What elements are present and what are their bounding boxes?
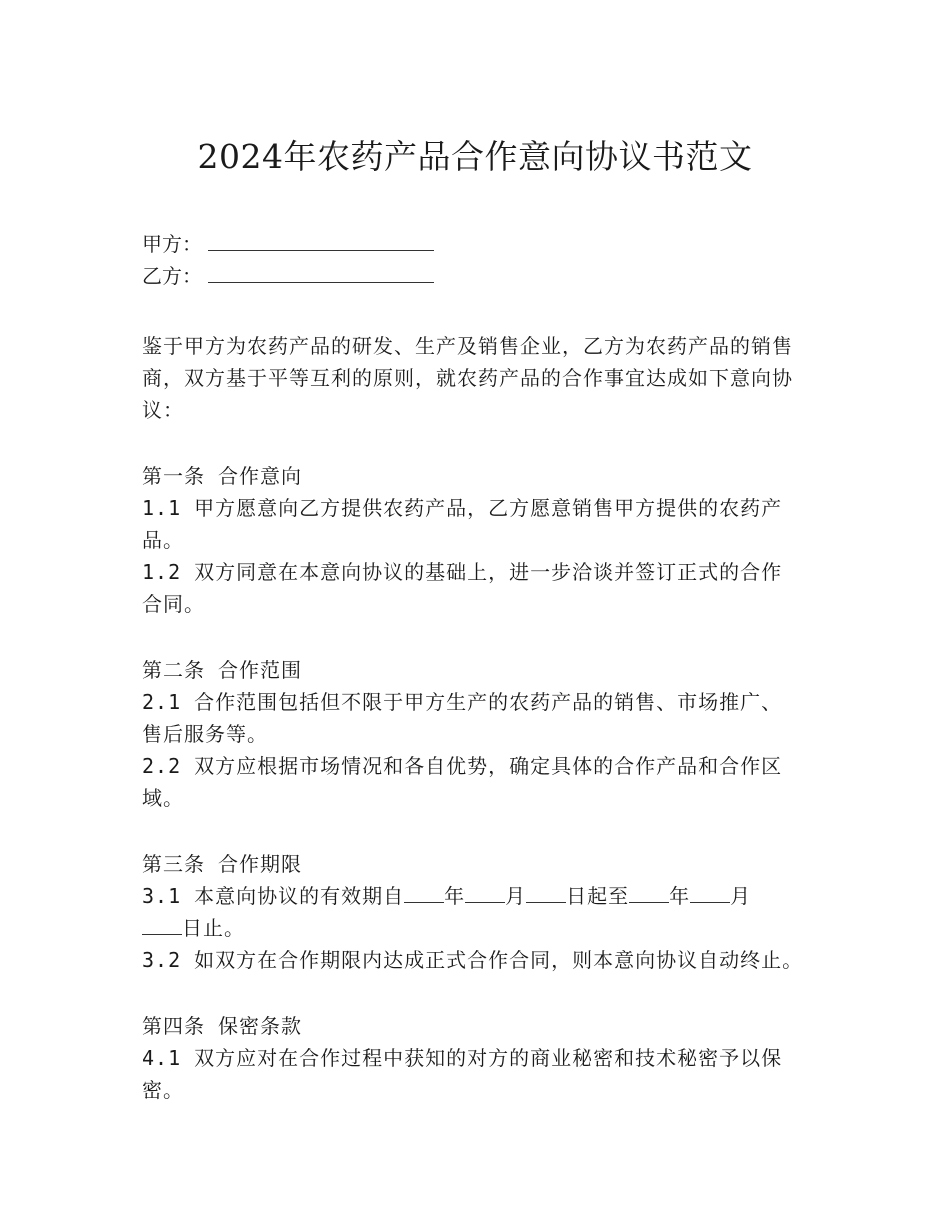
party-a-label: 甲方： — [142, 232, 202, 256]
section-3 — [142, 848, 822, 976]
section-heading: 第四条 保密条款 — [142, 1014, 303, 1038]
clause-3-2: 3.2 如双方在合作期限内达成正式合作合同，则本意向协议自动终止。 — [142, 948, 804, 972]
party-b-row — [142, 260, 822, 292]
clause-2-1: 2.1 合作范围包括但不限于甲方生产的农药产品的销售、市场推广、售后服务等。 — [142, 690, 783, 746]
clause-3-1 — [142, 880, 802, 944]
year-blank — [404, 882, 444, 903]
end-day-blank — [142, 914, 182, 935]
section-heading: 第三条 合作期限 — [142, 852, 303, 876]
end-year-label: 年 — [669, 884, 691, 908]
section-1 — [142, 460, 822, 620]
year-label: 年 — [444, 884, 466, 908]
end-year-blank — [629, 882, 669, 903]
end-month-blank — [690, 882, 730, 903]
clause-1-2: 1.2 双方同意在本意向协议的基础上，进一步洽谈并签订正式的合作合同。 — [142, 560, 783, 616]
end-month-label: 月 — [730, 884, 752, 908]
document-body — [142, 228, 822, 1106]
party-a-row — [142, 228, 822, 260]
day-blank — [526, 882, 566, 903]
document-title: 2024年农药产品合作意向协议书范文 — [197, 137, 753, 176]
party-b-blank-line — [208, 260, 434, 283]
clause-4-1: 4.1 双方应对在合作过程中获知的对方的商业秘密和技术秘密予以保密。 — [142, 1046, 783, 1102]
month-label: 月 — [505, 884, 527, 908]
party-b-label: 乙方： — [142, 264, 202, 288]
section-heading: 第一条 合作意向 — [142, 464, 303, 488]
section-2 — [142, 654, 822, 814]
section-heading: 第二条 合作范围 — [142, 658, 303, 682]
section-4 — [142, 1010, 822, 1106]
clause-2-2: 2.2 双方应根据市场情况和各自优势，确定具体的合作产品和合作区域。 — [142, 754, 783, 810]
day-to-label: 日起至 — [566, 884, 630, 908]
party-a-blank-line — [208, 228, 434, 251]
clause-1-1: 1.1 甲方愿意向乙方提供农药产品，乙方愿意销售甲方提供的农药产品。 — [142, 496, 783, 552]
end-label: 日止。 — [182, 916, 245, 940]
month-blank — [465, 882, 505, 903]
intro-paragraph: 鉴于甲方为农药产品的研发、生产及销售企业，乙方为农药产品的销售商，双方基于平等互利的原则，就农药产品的合作事宜达成如下意向协议： — [142, 334, 793, 422]
clause-3-1-prefix: 3.1 本意向协议的有效期自 — [142, 884, 405, 908]
